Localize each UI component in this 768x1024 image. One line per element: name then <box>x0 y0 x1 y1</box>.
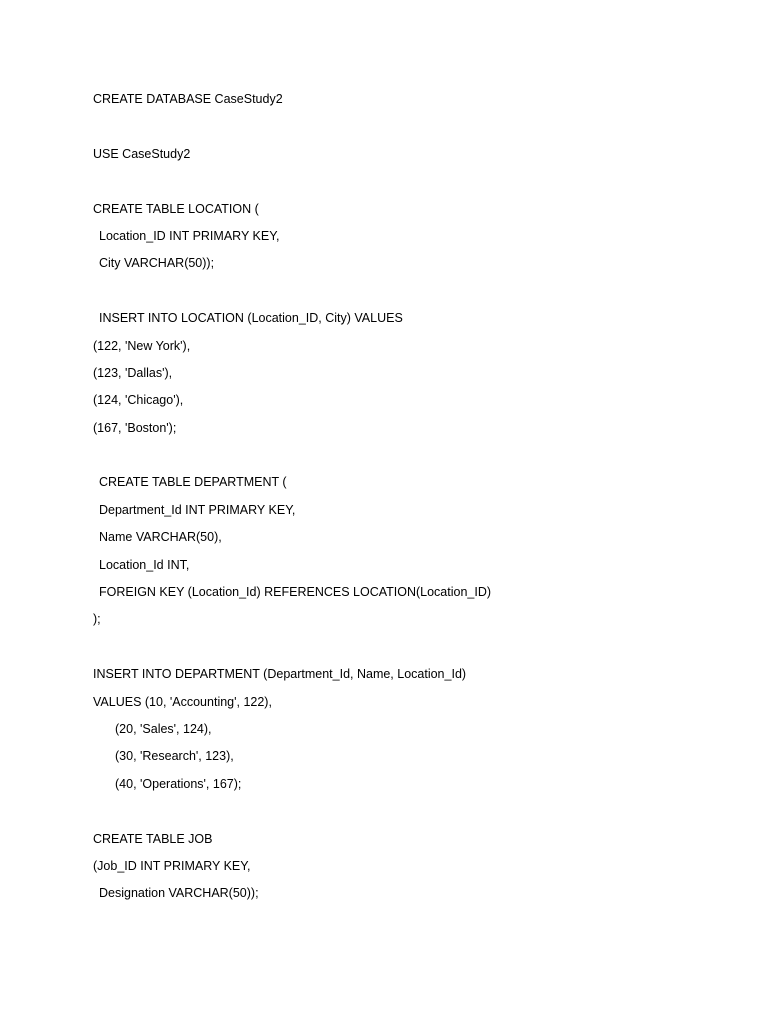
text-line: Location_Id INT, <box>99 557 190 572</box>
document-body <box>93 86 733 908</box>
text-line: CREATE TABLE DEPARTMENT ( <box>99 475 287 490</box>
text-line: USE CaseStudy2 <box>93 146 191 161</box>
text-line: Name VARCHAR(50), <box>99 530 222 545</box>
text-line: (40, 'Operations', 167); <box>115 776 242 791</box>
text-line: CREATE TABLE JOB <box>93 831 213 846</box>
blank-line <box>93 798 733 825</box>
text-line: CREATE TABLE LOCATION ( <box>93 201 259 216</box>
text-line: INSERT INTO LOCATION (Location_ID, City) VALUES <box>99 311 403 326</box>
text-line: City VARCHAR(50)); <box>99 256 215 271</box>
text-line: (20, 'Sales', 124), <box>115 721 212 736</box>
text-line: (Job_ID INT PRIMARY KEY, <box>93 858 251 873</box>
blank-line <box>93 278 733 305</box>
text-line: (30, 'Research', 123), <box>115 749 234 764</box>
text-line: FOREIGN KEY (Location_Id) REFERENCES LOCATION(Location_ID) <box>99 585 492 600</box>
text-line: VALUES (10, 'Accounting', 122), <box>93 694 272 709</box>
text-line: INSERT INTO DEPARTMENT (Department_Id, Name, Location_Id) <box>93 667 467 682</box>
text-line: Designation VARCHAR(50)); <box>99 886 259 901</box>
text-line: ); <box>93 612 101 627</box>
text-line: Location_ID INT PRIMARY KEY, <box>99 228 280 243</box>
text-line: Department_Id INT PRIMARY KEY, <box>99 502 296 517</box>
text-line: (122, 'New York'), <box>93 338 191 353</box>
text-line: CREATE DATABASE CaseStudy2 <box>93 92 283 106</box>
blank-line <box>93 113 733 140</box>
blank-line <box>93 442 733 469</box>
text-line: (123, 'Dallas'), <box>93 365 173 380</box>
text-line: (124, 'Chicago'), <box>93 393 184 408</box>
text-line: (167, 'Boston'); <box>93 420 177 435</box>
blank-line <box>93 168 733 195</box>
blank-line <box>93 634 733 661</box>
